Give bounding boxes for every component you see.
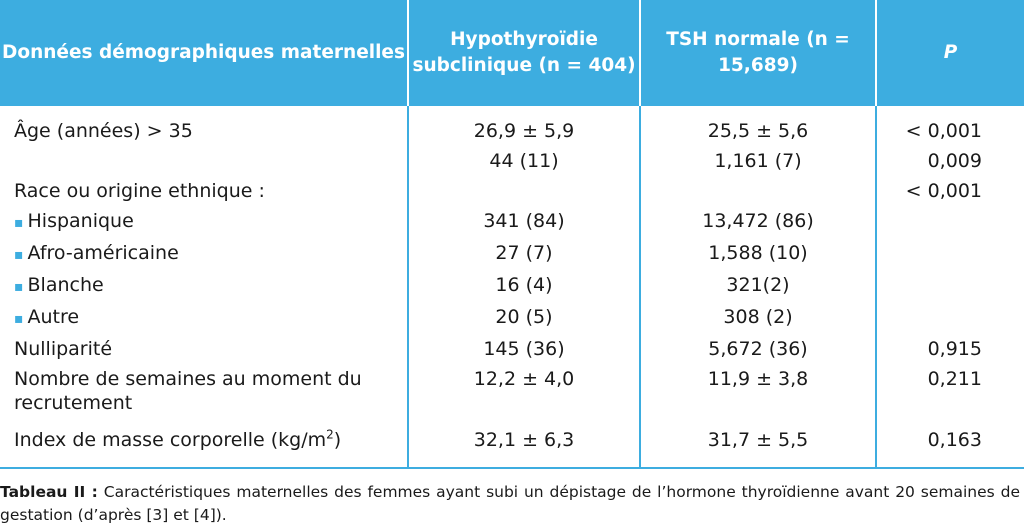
p-value: [876, 206, 1024, 238]
row-label-text: Index de masse corporelle (kg/m: [14, 429, 327, 451]
table-row: [0, 415, 1024, 468]
table-row: [0, 364, 1024, 415]
caption-text: Caractéristiques maternelles des femmes ayant subi un dépistage de l’hormone thyroïdienne avant 20 semaines de gestation (d’après [3] et [4]).: [0, 483, 1020, 524]
bullet-icon: ▪: [14, 311, 24, 327]
subclinical-value: 16 (4): [408, 270, 640, 302]
p-value: [876, 270, 1024, 302]
row-label: [0, 146, 408, 176]
bullet-icon: ▪: [14, 215, 24, 231]
caption-label: Tableau II :: [0, 483, 98, 501]
row-label: [0, 238, 408, 270]
subclinical-value: 12,2 ± 4,0: [408, 364, 640, 415]
p-value: < 0,001: [876, 106, 1024, 146]
row-label-end: ): [333, 429, 342, 451]
row-label-text: Blanche: [27, 274, 104, 296]
normal-tsh-value: 1,588 (10): [640, 238, 876, 270]
table-row: [0, 146, 1024, 176]
subclinical-value: 26,9 ± 5,9: [408, 106, 640, 146]
table-header-row: [0, 0, 1024, 106]
superscript: 2: [326, 427, 334, 442]
normal-tsh-value: 31,7 ± 5,5: [640, 415, 876, 468]
subclinical-value: 145 (36): [408, 334, 640, 364]
row-label: Âge (années) > 35: [14, 120, 193, 142]
p-value: 0,163: [876, 415, 1024, 468]
row-label: [0, 206, 408, 238]
p-value: 0,009: [876, 146, 1024, 176]
row-label-text: Autre: [27, 306, 80, 328]
subclinical-value: 341 (84): [408, 206, 640, 238]
row-label: Nombre de semaines au moment du recrutement: [14, 368, 362, 414]
header-normal-tsh: TSH normale (n = 15,689): [640, 0, 876, 106]
row-label: [0, 270, 408, 302]
row-label-text: Hispanique: [27, 210, 134, 232]
bullet-icon: ▪: [14, 247, 24, 263]
row-label-text: Afro-américaine: [27, 242, 179, 264]
p-value: [876, 238, 1024, 270]
p-value: 0,915: [876, 334, 1024, 364]
table-row: [0, 334, 1024, 364]
table-row: [0, 206, 1024, 238]
row-label: Race ou origine ethnique :: [14, 180, 265, 202]
table-row: [0, 106, 1024, 146]
normal-tsh-value: 25,5 ± 5,6: [640, 106, 876, 146]
normal-tsh-value: [640, 176, 876, 206]
row-label: Nulliparité: [14, 338, 113, 360]
subclinical-value: 44 (11): [408, 146, 640, 176]
table-row: [0, 176, 1024, 206]
table-row: [0, 270, 1024, 302]
table-caption: [0, 481, 1020, 527]
subclinical-value: 20 (5): [408, 302, 640, 334]
p-value: 0,211: [876, 364, 1024, 415]
header-demographics: Données démographiques maternelles: [0, 0, 408, 106]
normal-tsh-value: 5,672 (36): [640, 334, 876, 364]
normal-tsh-value: 321(2): [640, 270, 876, 302]
bullet-icon: ▪: [14, 279, 24, 295]
p-value: < 0,001: [876, 176, 1024, 206]
p-value: [876, 302, 1024, 334]
subclinical-value: [408, 176, 640, 206]
table-row: [0, 238, 1024, 270]
row-label: [0, 302, 408, 334]
normal-tsh-value: 11,9 ± 3,8: [640, 364, 876, 415]
header-subclinical-hypothyroidism: Hypothyroïdie subclinique (n = 404): [408, 0, 640, 106]
table-row: [0, 302, 1024, 334]
normal-tsh-value: 308 (2): [640, 302, 876, 334]
row-label: [0, 415, 408, 468]
normal-tsh-value: 13,472 (86): [640, 206, 876, 238]
normal-tsh-value: 1,161 (7): [640, 146, 876, 176]
subclinical-value: 32,1 ± 6,3: [408, 415, 640, 468]
header-p-value: P: [876, 0, 1024, 106]
subclinical-value: 27 (7): [408, 238, 640, 270]
